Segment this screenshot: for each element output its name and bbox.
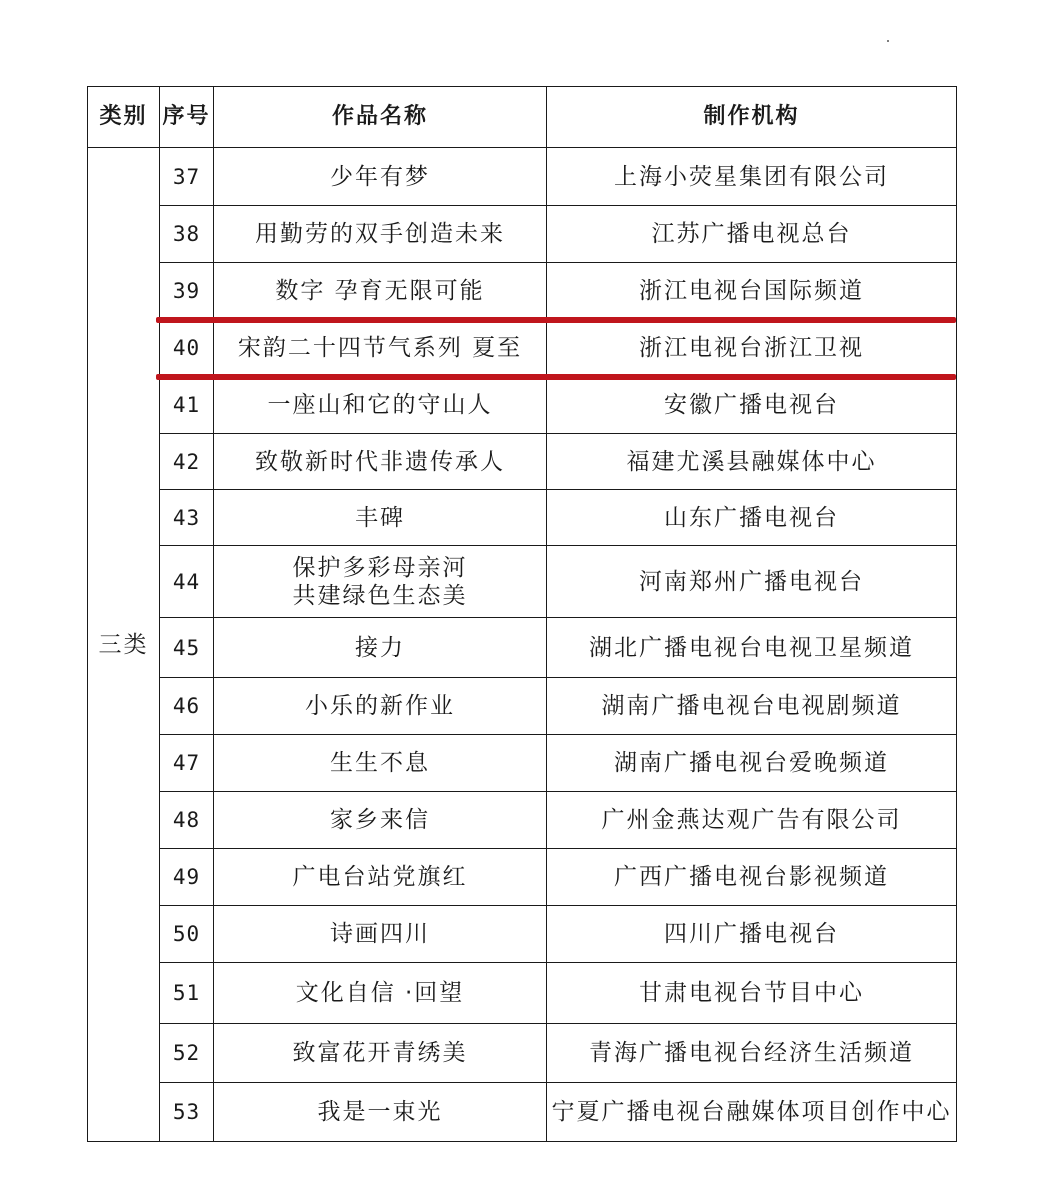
row-number: 41 [160,377,214,434]
row-number: 50 [160,906,214,963]
table-body [88,148,957,1142]
table-row [88,849,957,906]
header-category: 类别 [88,87,160,148]
category-cell: 三类 [88,148,160,1142]
table-row [88,906,957,963]
work-title: 少年有梦 [214,148,547,206]
producer-name: 安徽广播电视台 [547,377,957,434]
work-title: 文化自信 ·回望 [214,963,547,1024]
highlight-line-bottom [156,374,956,380]
table-header-row [88,87,957,148]
work-title: 接力 [214,618,547,678]
work-title: 广电台站党旗红 [214,849,547,906]
producer-name: 青海广播电视台经济生活频道 [547,1024,957,1083]
table-row [88,963,957,1024]
producer-name: 福建尤溪县融媒体中心 [547,434,957,490]
work-title: 用勤劳的双手创造未来 [214,206,547,263]
producer-name: 甘肃电视台节目中心 [547,963,957,1024]
table-row [88,678,957,735]
work-title: 丰碑 [214,490,547,546]
table-row [88,206,957,263]
work-title: 生生不息 [214,735,547,792]
table-row [88,148,957,206]
producer-name: 广州金燕达观广告有限公司 [547,792,957,849]
row-number: 42 [160,434,214,490]
row-number: 47 [160,735,214,792]
scan-artifact-dot [887,40,889,42]
producer-name: 上海小荧星集团有限公司 [547,148,957,206]
work-title: 诗画四川 [214,906,547,963]
header-number: 序号 [160,87,214,148]
row-number: 40 [160,320,214,377]
producer-name: 河南郑州广播电视台 [547,546,957,618]
producer-name: 宁夏广播电视台融媒体项目创作中心 [547,1083,957,1142]
row-number: 52 [160,1024,214,1083]
row-number: 49 [160,849,214,906]
work-title: 小乐的新作业 [214,678,547,735]
table-row [88,1083,957,1142]
table-row [88,490,957,546]
row-number: 53 [160,1083,214,1142]
highlight-line-top [156,317,956,323]
producer-name: 广西广播电视台影视频道 [547,849,957,906]
table-row [88,618,957,678]
row-number: 44 [160,546,214,618]
producer-name: 江苏广播电视总台 [547,206,957,263]
row-number: 37 [160,148,214,206]
table-row [88,320,957,377]
row-number: 45 [160,618,214,678]
work-title: 宋韵二十四节气系列 夏至 [214,320,547,377]
table-row [88,434,957,490]
work-title: 一座山和它的守山人 [214,377,547,434]
row-number: 38 [160,206,214,263]
producer-name: 湖北广播电视台电视卫星频道 [547,618,957,678]
table-row [88,263,957,320]
producer-name: 湖南广播电视台电视剧频道 [547,678,957,735]
table-row [88,546,957,618]
producer-name: 浙江电视台浙江卫视 [547,320,957,377]
header-title: 作品名称 [214,87,547,148]
works-table [87,86,957,1142]
header-producer: 制作机构 [547,87,957,148]
work-title: 致敬新时代非遗传承人 [214,434,547,490]
table-row [88,1024,957,1083]
work-title: 数字 孕育无限可能 [214,263,547,320]
producer-name: 湖南广播电视台爱晚频道 [547,735,957,792]
table-row [88,792,957,849]
work-title-line: 保护多彩母亲河 [292,554,468,581]
producer-name: 浙江电视台国际频道 [547,263,957,320]
table-row [88,735,957,792]
row-number: 51 [160,963,214,1024]
row-number: 43 [160,490,214,546]
work-title [214,546,547,618]
row-number: 39 [160,263,214,320]
producer-name: 四川广播电视台 [547,906,957,963]
row-number: 46 [160,678,214,735]
work-title-line: 共建绿色生态美 [292,582,468,609]
row-number: 48 [160,792,214,849]
work-title: 致富花开青绣美 [214,1024,547,1083]
work-title: 我是一束光 [214,1083,547,1142]
table-row [88,377,957,434]
work-title: 家乡来信 [214,792,547,849]
producer-name: 山东广播电视台 [547,490,957,546]
